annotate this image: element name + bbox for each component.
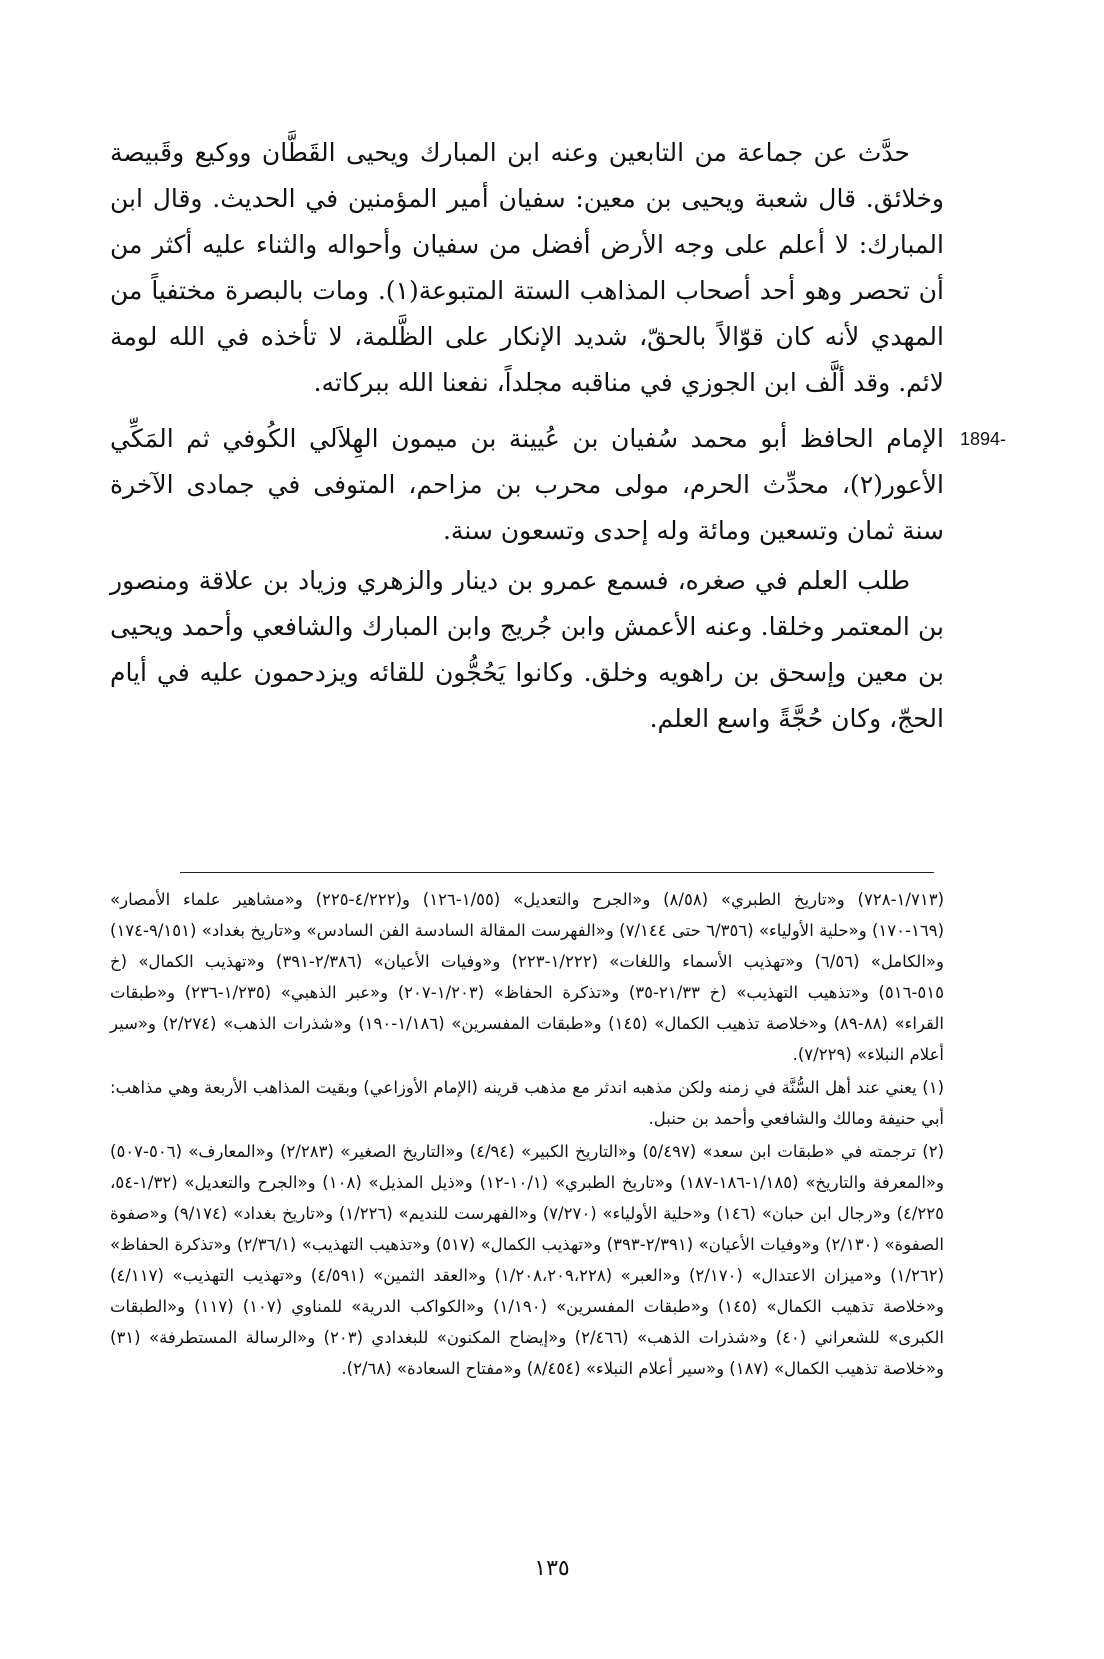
entry-heading-text: الإمام الحافظ أبو محمد سُفيان بن عُيينة بن ميمون الهِلاَلي الكُوفي ثم المَكِّي الأعور(٢)، محدِّث الحرم، مولى محرب بن مزاحم، المتوفى في جمادى الآخرة سنة ثمان وتسعين ومائة وله إحدى وتسعون سنة. bbox=[110, 424, 944, 545]
page-number: ١٣٥ bbox=[534, 1556, 570, 1581]
paragraph-sufyan-uyaynah: طلب العلم في صغره، فسمع عمرو بن دينار والزهري وزياد بن علاقة ومنصور بن المعتمر وخلقا. وعنه الأعمش وابن جُريج وابن المبارك والشافعي وأحمد ويحيى بن معين وإسحق بن راهويه وخلق. وكانوا يَحُجُّون للقائه ويزدحمون عليه في أيام الحجّ، وكان حُجَّةً واسع العلم. bbox=[110, 566, 944, 733]
main-text bbox=[110, 130, 1006, 746]
footnote-2: (٢) ترجمته في «طبقات ابن سعد» (٥/٤٩٧) و«التاريخ الكبير» (٤/٩٤) و«التاريخ الصغير» (٢/٢٨٣) و«المعارف» (٥٠٦-٥٠٧) و«المعرفة والتاريخ» (١/١٨٥-١٨٦-١٨٧) و«تاريخ الطبري» (١٠/١-١٢) و«ذيل المذيل» (١٠٨) و«الجرح والتعديل» (١/٣٢-٥٤، ٤/٢٢٥) و«رجال ابن حبان» (١٤٦) و«حلية الأولياء» (٧/٢٧٠) و«الفهرست للنديم» (١/٢٢٦) و«تاريخ بغداد» (٩/١٧٤) و«صفوة الصفوة» (٢/١٣٠) و«وفيات الأعيان» (٢/٣٩١-٣٩٣) و«تهذيب الكمال» (٥١٧) و«تذهيب التهذيب» (٢/٣٦/١) و«تذكرة الحفاظ» (١/٢٦٢) و«ميزان الاعتدال» (٢/١٧٠) و«العبر» (١/٢٠٨،٢٠٩،٢٢٨) و«العقد الثمين» (٤/٥٩١) و«تهذيب التهذيب» (٤/١١٧) و«خلاصة تذهيب الكمال» (١٤٥) و«طبقات المفسرين» (١/١٩٠) و«الكواكب الدرية» للمناوي (١٠٧) (١١٧) و«الطبقات الكبرى» للشعراني (٤٠) و«شذرات الذهب» (٢/٤٦٦) و«إيضاح المكنون» للبغدادي (٢٠٣) و«الرسالة المستطرفة» (٣١) و«خلاصة تذهيب الكمال» (١٨٧) و«سير أعلام النبلاء» (٨/٤٥٤) و«مفتاح السعادة» (٢/٦٨). bbox=[110, 1142, 945, 1378]
footnote-continued: (١/٧١٣-٧٢٨) و«تاريخ الطبري» (٨/٥٨) و«الجرح والتعديل» (١/٥٥-١٢٦) و(٤/٢٢٢-٢٢٥) و«مشاهير علماء الأمصار» (١٦٩-١٧٠) و«حلية الأولياء» (٦/٣٥٦ حتى ٧/١٤٤) و«الفهرست المقالة السادسة الفن السادس» و«تاريخ بغداد» (٩/١٥١-١٧٤) و«الكامل» (٦/٥٦) و«تهذيب الأسماء واللغات» (١/٢٢٢-٢٢٣) و«وفيات الأعيان» (٢/٣٨٦-٣٩١) و«تهذيب الكمال» (خ ٥١٥-٥١٦) و«تذهيب التهذيب» (خ ٢١/٣٣-٣٥) و«تذكرة الحفاظ» (١/٢٠٣-٢٠٧) و«عبر الذهبي» (١/٢٣٥-٢٣٦) و«طبقات القراء» (٨٨-٨٩) و«خلاصة تذهيب الكمال» (١٤٥) و«طبقات المفسرين» (١/١٨٦-١٩٠) و«شذرات الذهب» (٢/٢٧٤) و«سير أعلام النبلاء» (٧/٢٢٩). bbox=[110, 890, 945, 1064]
entry-1894 bbox=[110, 416, 1006, 554]
footnote-1: (١) يعني عند أهل السُّنَّة في زمنه ولكن مذهبه اندثر مع مذهب قرينه (الإمام الأوزاعي) وبقيت المذاهب الأربعة وهي مذاهب: أبي حنيفة ومالك والشافعي وأحمد بن حنبل. bbox=[110, 1078, 944, 1128]
paragraph-sufyan-thawri: حدَّث عن جماعة من التابعين وعنه ابن المبارك ويحيى القَطَّان ووكيع وقَبيصة وخلائق. قال شعبة ويحيى بن معين: سفيان أمير المؤمنين في الحديث. وقال ابن المبارك: لا أعلم على وجه الأرض أفضل من سفيان وأحواله والثناء عليه أكثر من أن تحصر وهو أحد أصحاب المذاهب الستة المتبوعة(١). ومات بالبصرة مختفياً من المهدي لأنه كان قوّالاً بالحقّ، شديد الإنكار على الظَّلمة، لا تأخذه في الله لومة لائم. وقد ألَّف ابن الجوزي في مناقبه مجلداً، نفعنا الله ببركاته. bbox=[110, 138, 944, 397]
footnotes bbox=[110, 884, 944, 1386]
entry-number: 1894- bbox=[959, 429, 1006, 449]
footnote-divider bbox=[180, 872, 934, 873]
